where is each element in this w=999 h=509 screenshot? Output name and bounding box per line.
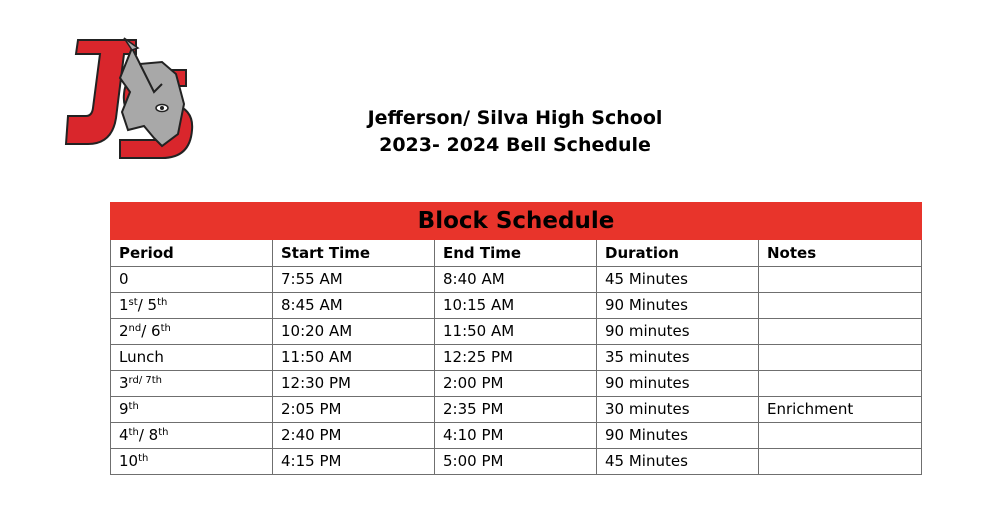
- cell-period: [111, 319, 273, 345]
- cell-start-time: 2:40 PM: [273, 423, 435, 449]
- period-text: 9: [119, 400, 129, 418]
- schedule-year: 2023- 2024 Bell Schedule: [379, 134, 651, 156]
- cell-duration: 90 Minutes: [597, 293, 759, 319]
- cell-duration: 90 minutes: [597, 371, 759, 397]
- period-ordinal-suffix: rd/ 7th: [128, 375, 162, 386]
- cell-end-time: 11:50 AM: [435, 319, 597, 345]
- period-text: / 6: [141, 322, 161, 340]
- cell-notes: [759, 293, 922, 319]
- period-ordinal-suffix: th: [157, 297, 168, 308]
- cell-end-time: 5:00 PM: [435, 449, 597, 475]
- period-ordinal-suffix: th: [128, 427, 139, 438]
- table-row: [111, 267, 922, 293]
- table-title: Block Schedule: [111, 203, 922, 240]
- period-ordinal-suffix: th: [158, 427, 169, 438]
- cell-period: [111, 293, 273, 319]
- cell-duration: 45 Minutes: [597, 449, 759, 475]
- js-mustang-logo-icon: [58, 34, 198, 166]
- cell-notes: [759, 267, 922, 293]
- cell-period: [111, 423, 273, 449]
- period-text: 4: [119, 426, 129, 444]
- period-ordinal-suffix: nd: [128, 323, 142, 334]
- page-heading: [330, 105, 700, 159]
- cell-period: [111, 345, 273, 371]
- period-ordinal-suffix: th: [128, 401, 139, 412]
- cell-start-time: 4:15 PM: [273, 449, 435, 475]
- period-text: Lunch: [119, 348, 164, 366]
- cell-end-time: 8:40 AM: [435, 267, 597, 293]
- cell-period: [111, 267, 273, 293]
- period-text: 2: [119, 322, 129, 340]
- table-row: [111, 397, 922, 423]
- cell-notes: [759, 423, 922, 449]
- cell-start-time: 2:05 PM: [273, 397, 435, 423]
- cell-end-time: 2:00 PM: [435, 371, 597, 397]
- cell-duration: 90 Minutes: [597, 423, 759, 449]
- cell-duration: 35 minutes: [597, 345, 759, 371]
- cell-start-time: 11:50 AM: [273, 345, 435, 371]
- period-ordinal-suffix: th: [160, 323, 171, 334]
- period-ordinal-suffix: th: [138, 453, 149, 464]
- table-row: [111, 371, 922, 397]
- column-header-end-time: End Time: [435, 240, 597, 267]
- period-ordinal-suffix: st: [128, 297, 138, 308]
- cell-end-time: 2:35 PM: [435, 397, 597, 423]
- cell-end-time: 10:15 AM: [435, 293, 597, 319]
- cell-start-time: 10:20 AM: [273, 319, 435, 345]
- bell-schedule-table: [110, 202, 922, 475]
- cell-notes: Enrichment: [759, 397, 922, 423]
- cell-notes: [759, 319, 922, 345]
- period-text: 3: [119, 374, 129, 392]
- column-header-period: Period: [111, 240, 273, 267]
- column-header-notes: Notes: [759, 240, 922, 267]
- cell-period: [111, 371, 273, 397]
- column-header-duration: Duration: [597, 240, 759, 267]
- column-header-start-time: Start Time: [273, 240, 435, 267]
- table-row: [111, 345, 922, 371]
- table-row: [111, 319, 922, 345]
- cell-notes: [759, 345, 922, 371]
- table-row: [111, 449, 922, 475]
- cell-duration: 90 minutes: [597, 319, 759, 345]
- period-text: / 8: [138, 426, 159, 444]
- period-text: 0: [119, 270, 129, 288]
- cell-duration: 30 minutes: [597, 397, 759, 423]
- table-row: [111, 293, 922, 319]
- cell-start-time: 8:45 AM: [273, 293, 435, 319]
- cell-end-time: 12:25 PM: [435, 345, 597, 371]
- cell-end-time: 4:10 PM: [435, 423, 597, 449]
- period-text: 10: [119, 452, 139, 470]
- period-text: / 5: [137, 296, 158, 314]
- cell-notes: [759, 449, 922, 475]
- cell-start-time: 7:55 AM: [273, 267, 435, 293]
- cell-period: [111, 397, 273, 423]
- school-name: Jefferson/ Silva High School: [367, 107, 663, 129]
- cell-duration: 45 Minutes: [597, 267, 759, 293]
- table-row: [111, 423, 922, 449]
- cell-notes: [759, 371, 922, 397]
- cell-start-time: 12:30 PM: [273, 371, 435, 397]
- cell-period: [111, 449, 273, 475]
- period-text: 1: [119, 296, 129, 314]
